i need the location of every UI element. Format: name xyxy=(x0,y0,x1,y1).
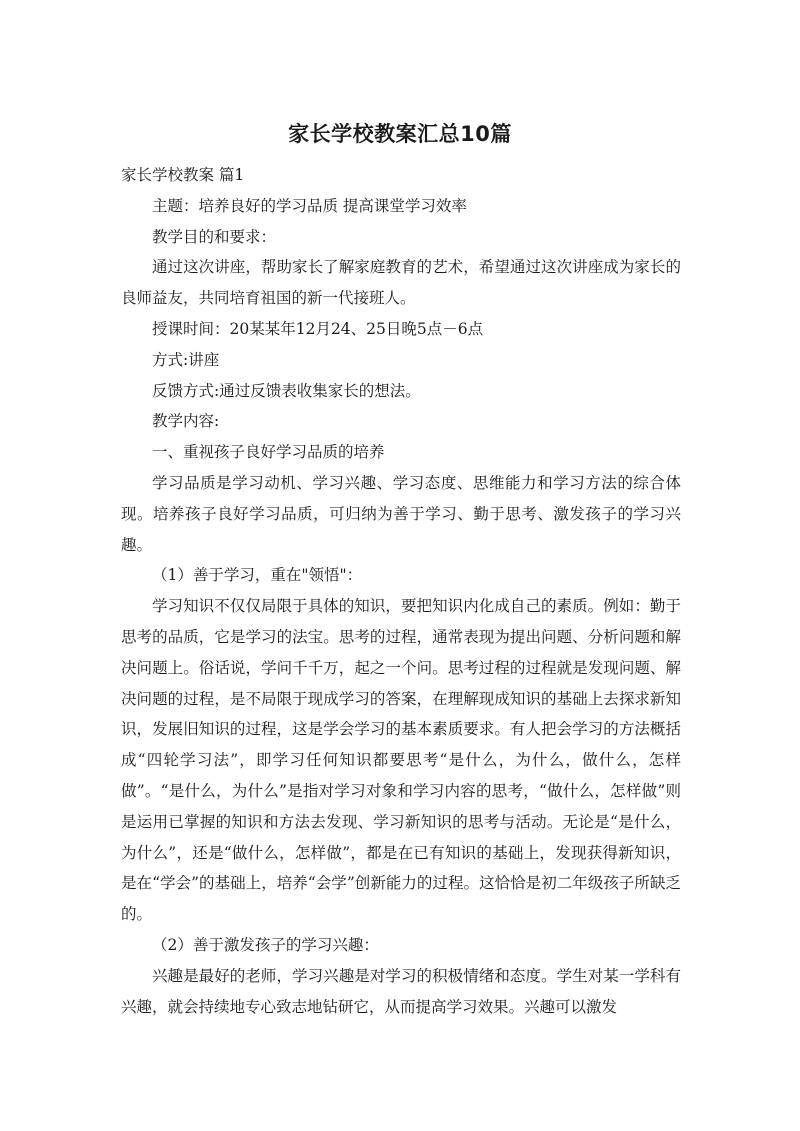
sub-two-heading: （2）善于激发孩子的学习兴趣： xyxy=(152,935,379,954)
document-title: 家长学校教案汇总10篇 xyxy=(288,122,512,146)
part-one-paragraph: 学习品质是学习动机、学习兴趣、学习态度、思维能力和学习方法的综合体现。培养孩子良好学习品质，可归纳为善于学习、勤于思考、激发孩子的学习兴趣。 xyxy=(121,473,681,554)
document-body xyxy=(121,160,681,1022)
goal-heading: 教学目的和要求： xyxy=(152,227,277,246)
method-paragraph: 方式:讲座 xyxy=(152,350,220,369)
time-paragraph: 授课时间：20某某年12月24、25日晚5点－6点 xyxy=(152,319,484,338)
section-heading: 家长学校教案 篇1 xyxy=(121,166,245,184)
sub-two-paragraph: 兴趣是最好的老师，学习兴趣是对学习的积极情绪和态度。学生对某一学科有兴趣，就会持续地专心致志地钻研它，从而提高学习效果。兴趣可以激发 xyxy=(121,966,681,1016)
topic-paragraph: 主题：培养良好的学习品质 提高课堂学习效率 xyxy=(152,196,467,215)
sub-one-heading: （1）善于学习，重在"领悟"： xyxy=(152,566,363,585)
sub-one-paragraph: 学习知识不仅仅局限于具体的知识，要把知识内化成自己的素质。例如：勤于思考的品质，它是学习的法宝。思考的过程，通常表现为提出问题、分析问题和解决问题上。俗话说，学问千千万，起之一个问。思考过程的过程就是发现问题、解决问题的过程，是不局限于现成学习的答案，在理解现成知识的基础上去探求新知识，发展旧知识的过程，这是学会学习的基本素质要求。有人把会学习的方法概括成“四轮学习法”，即学习任何知识都要思考“是什么，为什么，做什么，怎样做”。“是什么，为什么”是指对学习对象和学习内容的思考，“做什么，怎样做”则是运用已掌握的知识和方法去发现、学习新知识的思考与活动。无论是“是什么，为什么”，还是“做什么，怎样做”，都是在已有知识的基础上，发现获得新知识，是在“学会”的基础上，培养“会学”创新能力的过程。这恰恰是初二年级孩子所缺乏的。 xyxy=(121,597,681,924)
content-heading: 教学内容: xyxy=(152,412,220,431)
goal-paragraph: 通过这次讲座，帮助家长了解家庭教育的艺术，希望通过这次讲座成为家长的良师益友，共同培育祖国的新一代接班人。 xyxy=(121,258,681,308)
part-one-heading: 一、重视孩子良好学习品质的培养 xyxy=(152,443,385,462)
feedback-paragraph: 反馈方式:通过反馈表收集家长的想法。 xyxy=(152,381,421,400)
